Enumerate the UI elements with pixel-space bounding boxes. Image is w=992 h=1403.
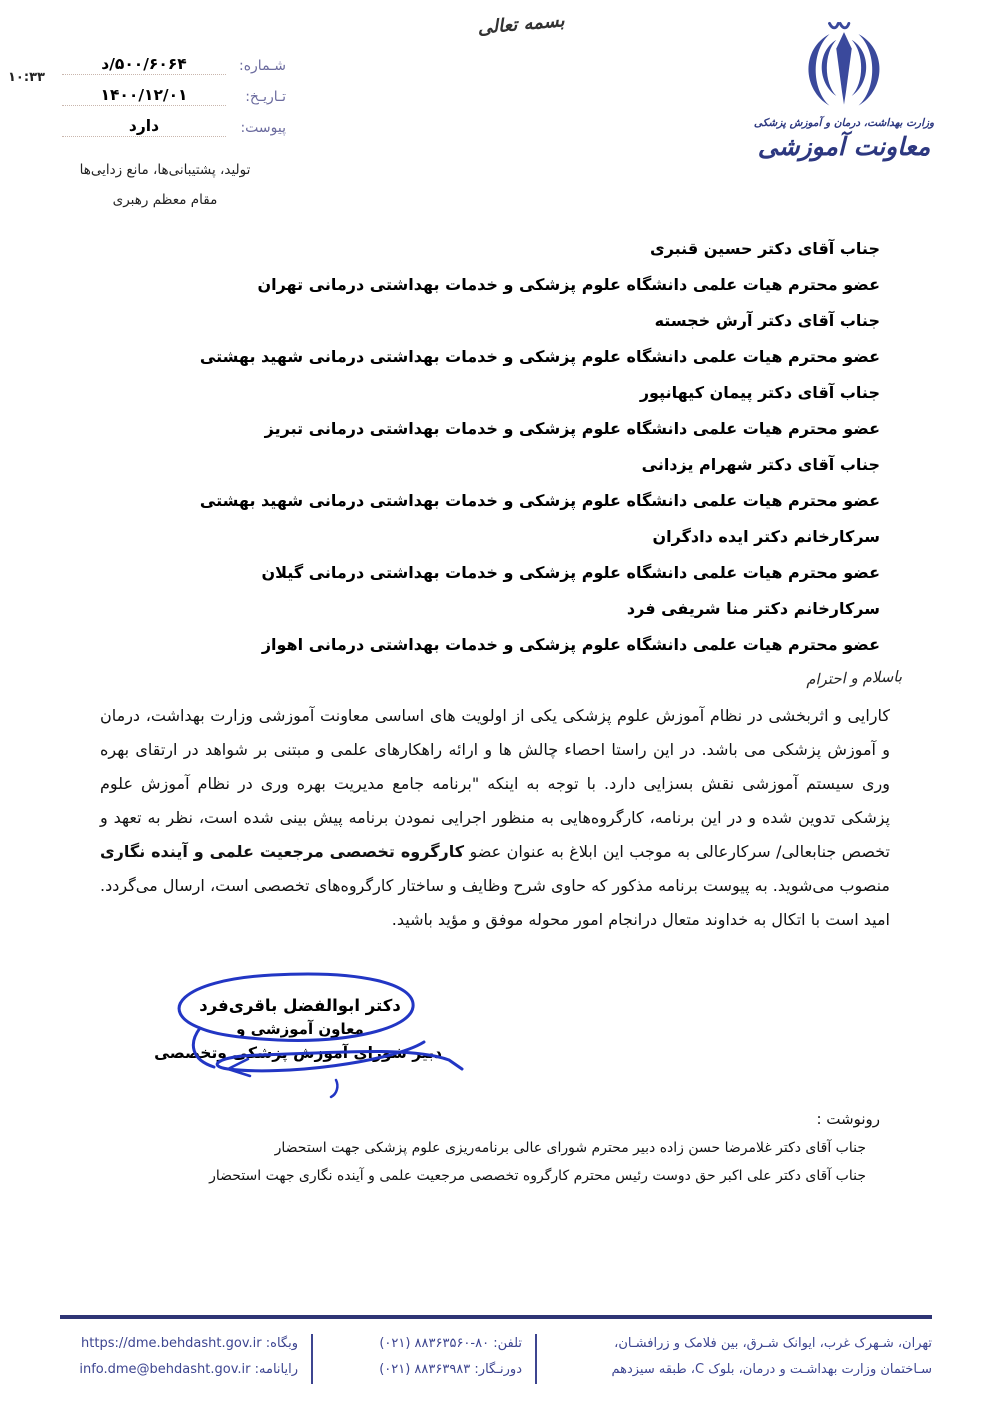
cc-item: جناب آقای دکتر غلامرضا حسن زاده دبیر محترم شورای عالی برنامه‌ریزی علوم پزشکی جهت استحضار: [274, 1140, 866, 1156]
letter-date-row: [62, 75, 286, 106]
recipient-line: جناب آقای دکتر پیمان کیهانپور: [639, 383, 880, 402]
signatory-title-1: معاون آموزشی و: [236, 1020, 364, 1038]
attachment-value: دارد: [62, 117, 226, 137]
body-text-part1: کارایی و اثربخشی در نظام آموزش علوم پزشکی یکی از اولویت های اساسی معاونت آموزشی وزارت بهداشت، درمان و آموزش پزشکی می باشد. در این راستا احصاء چالش ها و ارائه راهکارهای علمی و مبتنی بر شواهد در ارتقای بهره وری سیستم آموزشی نقش بسزایی دارد. با توجه به اینکه "برنامه جامع مدیریت بهره وری در نظام آموزش علوم پزشکی تدوین شده و در این برنامه، کارگروه‌هایی به منظور اجرایی نمودن برنامه پیش بینی شده است، نظر به تعهد و تخصص جنابعالی/ سرکارعالی به موجب این ابلاغ به عنوان عضو: [100, 706, 890, 861]
cc-section: [209, 1106, 880, 1190]
date-label: تـاریـخ:: [245, 89, 286, 105]
recipient-line: سرکارخانم دکتر منا شریفی فرد: [626, 599, 880, 618]
recipient-line: عضو محترم هیات علمی دانشگاه علوم پزشکی و خدمات بهداشتی درمانی اهواز: [261, 635, 880, 654]
slogan-line-2: مقام معظم رهبری: [112, 192, 218, 208]
email-value: info.dme@behdasht.gov.ir: [79, 1362, 251, 1377]
letter-body: [100, 699, 890, 937]
recipient-line: عضو محترم هیات علمی دانشگاه علوم پزشکی و خدمات بهداشتی درمانی تبریز: [264, 419, 880, 438]
salutation: باسلام و احترام: [805, 667, 903, 689]
footer-web: [62, 1331, 298, 1387]
footer-address: [550, 1331, 932, 1387]
date-value: ۱۴۰۰/۱۲/۰۱: [62, 86, 226, 106]
letterhead-logo: [746, 16, 942, 161]
footer: [60, 1331, 932, 1387]
body-text-part2: منصوب می‌شوید. به پیوست برنامه مذکور که حاوی شرح وظایف و ساختار کارگروه‌های تخصصی است، ارسال می‌گردد. امید است با اتکال به خداوند متعال درانجام امور محوله موفق و مؤید باشید.: [100, 876, 890, 929]
fax-label: دورنـگار:: [474, 1362, 522, 1377]
deputy-name: معاونت آموزشی: [757, 132, 931, 161]
number-value: ۵۰۰/۶۰۶۴/د: [62, 55, 226, 75]
phone-value: (۰۲۱) ۸۸۳۶۳۵۶۰-۸۰: [379, 1336, 490, 1351]
recipient-line: عضو محترم هیات علمی دانشگاه علوم پزشکی و خدمات بهداشتی درمانی شهید بهشتی: [199, 347, 880, 366]
website-label: وبگاه:: [265, 1336, 298, 1351]
footer-phones: [326, 1331, 522, 1387]
recipient-line: عضو محترم هیات علمی دانشگاه علوم پزشکی و خدمات بهداشتی درمانی شهید بهشتی: [199, 491, 880, 510]
footer-address-line-1: تهران، شـهرک غرب، ایوانک شـرق، بین فلامک و زرافشـان،: [614, 1336, 932, 1351]
number-label: شـماره:: [238, 58, 286, 74]
letter-attachment-row: [62, 106, 286, 137]
cc-label: رونوشت :: [816, 1110, 880, 1128]
print-time: ۱۰:۳۳: [8, 70, 45, 85]
fax-value: (۰۲۱) ۸۸۳۶۳۹۸۳: [379, 1362, 471, 1377]
footer-phone-row: [326, 1331, 522, 1357]
footer-column-divider: [535, 1334, 537, 1384]
cc-item: جناب آقای دکتر علی اکبر حق دوست رئیس محترم کارگروه تخصصی مرجعیت علمی و آینده نگاری جهت استحضار: [209, 1168, 866, 1184]
signatory-title-2: دبیر شورای آموزش پزشکی وتخصصی: [154, 1044, 442, 1062]
letter-number-row: [62, 44, 286, 75]
email-label: رایانامه:: [254, 1362, 298, 1377]
website-value: https://dme.behdasht.gov.ir: [81, 1336, 262, 1351]
recipient-line: جناب آقای دکتر آرش خجسته: [654, 311, 880, 330]
year-slogan: [60, 155, 270, 215]
body-appointment-bold: کارگروه تخصصی مرجعیت علمی و آینده نگاری: [100, 842, 465, 861]
ministry-name: وزارت بهداشت، درمان و آموزش پزشکی: [753, 117, 935, 129]
recipient-line: جناب آقای دکتر حسین قنبری: [650, 239, 880, 258]
footer-website-row: [62, 1331, 298, 1357]
footer-address-line-2: سـاختمان وزارت بهداشـت و درمان، بلوک C، طبقه سیزدهم: [611, 1362, 932, 1377]
recipients-list: [200, 231, 880, 663]
signature-block: [154, 993, 442, 1065]
recipient-line: جناب آقای دکتر شهرام یزدانی: [641, 455, 880, 474]
recipient-line: سرکارخانم دکتر ایده دادگران: [652, 527, 880, 546]
footer-divider: [60, 1315, 932, 1319]
recipient-line: عضو محترم هیات علمی دانشگاه علوم پزشکی و خدمات بهداشتی درمانی گیلان: [261, 563, 880, 582]
signatory-name: دکتر ابوالفضل باقری‌فرد: [199, 996, 401, 1015]
footer-fax-row: [326, 1357, 522, 1383]
iran-emblem-icon: [786, 16, 902, 114]
letter-meta-block: [62, 44, 286, 137]
footer-column-divider: [311, 1334, 313, 1384]
footer-email-row: [62, 1357, 298, 1383]
recipient-line: عضو محترم هیات علمی دانشگاه علوم پزشکی و خدمات بهداشتی درمانی تهران: [257, 275, 880, 294]
slogan-line-1: تولید، پشتیبانی‌ها، مانع زدایی‌ها: [79, 162, 251, 178]
attachment-label: پیوست:: [240, 120, 286, 136]
phone-label: تلفن:: [493, 1336, 522, 1351]
bismillah-calligraphy: بسمه تعالی: [476, 10, 566, 39]
